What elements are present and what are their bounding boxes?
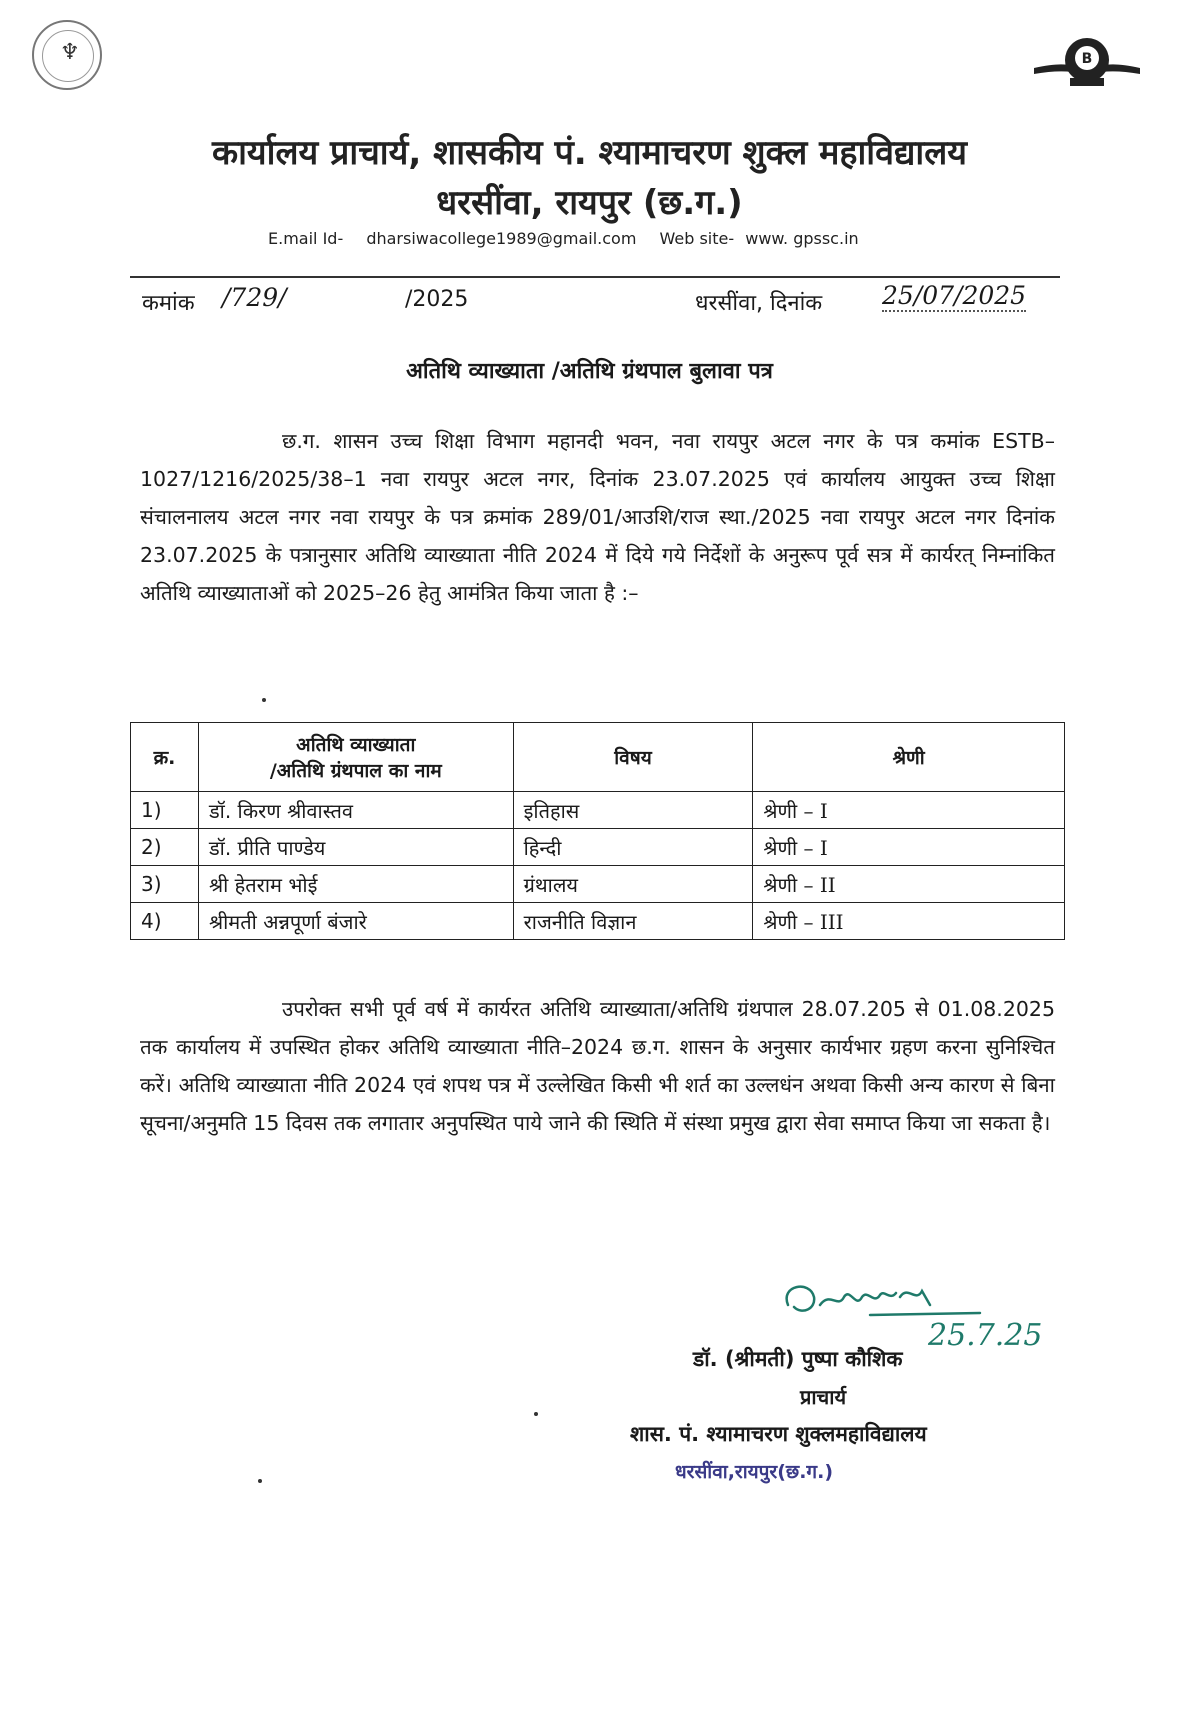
- header-category: श्रेणी: [753, 723, 1065, 792]
- table-row: [131, 866, 1065, 903]
- header-subject: विषय: [513, 723, 753, 792]
- signatory-college: शास. पं. श्यामाचरण शुक्लमहाविद्यालय: [630, 1422, 927, 1446]
- table-row: [131, 792, 1065, 829]
- row-category: श्रेणी – I: [753, 792, 1065, 829]
- speck: [262, 698, 266, 702]
- row-serial: 1): [131, 792, 199, 829]
- row-category: श्रेणी – III: [753, 903, 1065, 940]
- row-subject: राजनीति विज्ञान: [513, 903, 753, 940]
- row-subject: हिन्दी: [513, 829, 753, 866]
- guest-lecturer-table: [130, 722, 1065, 940]
- website-label: Web site-: [659, 229, 735, 248]
- email-address: dharsiwacollege1989@gmail.com: [366, 229, 637, 248]
- office-title: कार्यालय प्राचार्य, शासकीय पं. श्यामाचरण शुक्ल महाविद्यालय: [212, 133, 967, 173]
- table-row: [131, 829, 1065, 866]
- row-name: डॉ. किरण श्रीवास्तव: [198, 792, 513, 829]
- table-header-row: [131, 723, 1065, 792]
- website-url: www. gpssc.in: [745, 229, 859, 248]
- speck: [258, 1479, 262, 1483]
- place-date-label: धरसींवा, दिनांक: [695, 291, 823, 316]
- speck: [534, 1412, 538, 1416]
- instruction-paragraph: [140, 990, 1055, 1142]
- letter-subject: अतिथि व्याख्याता /अतिथि ग्रंथपाल बुलावा पत्र: [406, 359, 773, 384]
- intro-paragraph-text: छ.ग. शासन उच्च शिक्षा विभाग महानदी भवन, नवा रायपुर अटल नगर के पत्र कमांक ESTB–1027/1216/2025/38–1 नवा रायपुर अटल नगर, दिनांक 23.07.2025 एवं कार्यालय आयुक्त उच्च शिक्षा संचालनालय अटल नगर नवा रायपुर के पत्र क्रमांक 289/01/आउशि/राज स्था./2025 नवा रायपुर अटल नगर दिनांक 23.07.2025 के पत्रानुसार अतिथि व्याख्याता नीति 2024 में दिये गये निर्देशों के अनुरूप पूर्व सत्र में कार्यरत् निम्नांकित अतिथि व्याख्याताओं को 2025–26 हेतु आमंत्रित किया जाता है :–: [140, 429, 1055, 605]
- row-serial: 3): [131, 866, 199, 903]
- signatory-name: डॉ. (श्रीमती) पुष्पा कौशिक: [693, 1347, 903, 1371]
- row-name: डॉ. प्रीति पाण्डेय: [198, 829, 513, 866]
- signatory-place: धरसींवा,रायपुर(छ.ग.): [675, 1461, 834, 1483]
- row-category: श्रेणी – I: [753, 829, 1065, 866]
- table-row: [131, 903, 1065, 940]
- header-divider: [130, 276, 1060, 278]
- row-subject: इतिहास: [513, 792, 753, 829]
- header-serial: क्र.: [131, 723, 199, 792]
- email-label: E.mail Id-: [268, 229, 344, 248]
- instruction-paragraph-text: उपरोक्त सभी पूर्व वर्ष में कार्यरत अतिथि व्याख्याता/अतिथि ग्रंथपाल 28.07.205 से 01.08.2025 तक कार्यालय में उपस्थित होकर अतिथि व्याख्याता नीति–2024 छ.ग. शासन के अनुसार कार्यभार ग्रहण करना सुनिश्चित करें। अतिथि व्याख्याता नीति 2024 एवं शपथ पत्र में उल्लेखित किसी भी शर्त का उल्लधंन अथवा किसी अन्य कारण से बिना सूचना/अनुमति 15 दिवस तक लगातार अनुपस्थित पाये जाने की स्थिति में संस्था प्रमुख द्वारा सेवा समाप्त किया जा सकता है।: [140, 997, 1055, 1135]
- row-category: श्रेणी – II: [753, 866, 1065, 903]
- header-name-line1: अतिथि व्याख्याता: [296, 734, 416, 756]
- signature-date: 25.7.25: [928, 1318, 1043, 1353]
- letter-number: /729/: [222, 283, 287, 312]
- letter-date: 25/07/2025: [882, 281, 1027, 310]
- header-name-line2: /अतिथि ग्रंथपाल का नाम: [269, 760, 442, 782]
- row-serial: 4): [131, 903, 199, 940]
- office-location: धरसींवा, रायपुर (छ.ग.): [436, 183, 743, 223]
- college-emblem-icon: ♆: [32, 20, 102, 90]
- naac-logo-icon: [1032, 22, 1142, 92]
- row-name: श्रीमती अन्नपूर्णा बंजारे: [198, 903, 513, 940]
- contact-line: [268, 229, 877, 248]
- intro-paragraph: [140, 422, 1055, 612]
- signatory-designation: प्राचार्य: [800, 1385, 847, 1409]
- svg-text:B: B: [1081, 51, 1093, 67]
- row-serial: 2): [131, 829, 199, 866]
- header-name: [198, 723, 513, 792]
- row-name: श्री हेतराम भोई: [198, 866, 513, 903]
- kramank-label: कमांक: [142, 291, 195, 316]
- letter-year: /2025: [405, 287, 469, 312]
- row-subject: ग्रंथालय: [513, 866, 753, 903]
